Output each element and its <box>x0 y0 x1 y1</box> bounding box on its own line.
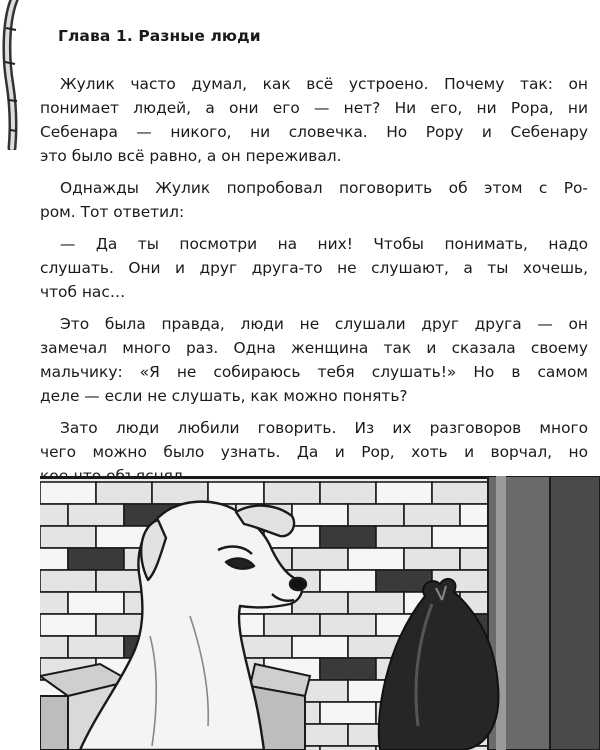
brick <box>68 548 124 570</box>
brick <box>40 482 96 504</box>
chapter-title: Глава 1. Разные люди <box>58 27 261 45</box>
brick <box>40 526 96 548</box>
brick <box>40 504 68 526</box>
text-line: мальчику: «Я не собираюсь тебя слушать!» Но в самом <box>40 363 588 381</box>
text-line: Зато люди любили говорить. Из их разговоров много <box>60 419 588 437</box>
text-line: замечал много раз. Одна женщина так и сказала своему <box>40 339 588 357</box>
brick <box>404 548 460 570</box>
brick <box>320 570 376 592</box>
brick <box>348 592 404 614</box>
chapter-text <box>40 72 588 496</box>
brick <box>320 702 376 724</box>
paragraph-3 <box>40 232 588 304</box>
brick <box>264 614 320 636</box>
text-line: слушать. Они и друг друга-то не слушают, а ты хочешь, <box>40 259 588 277</box>
brick <box>320 482 376 504</box>
brick <box>264 482 320 504</box>
brick <box>320 746 376 750</box>
drainpipe <box>488 476 600 750</box>
brick <box>376 482 432 504</box>
brick <box>432 482 488 504</box>
brick <box>68 592 124 614</box>
dog-illustration <box>40 476 600 750</box>
brick <box>68 504 124 526</box>
text-line: ром. Тот ответил: <box>40 203 185 221</box>
brick <box>292 636 348 658</box>
brick <box>348 504 404 526</box>
text-line: — Да ты посмотри на них! Чтобы понимать, надо <box>60 235 588 253</box>
brick <box>320 614 376 636</box>
text-line: понимает людей, а они его — нет? Ни его, ни Рора, ни <box>40 99 588 117</box>
text-line: это было всё равно, а он переживал. <box>40 147 342 165</box>
brick <box>208 482 264 504</box>
brick <box>40 548 68 570</box>
brick <box>40 636 68 658</box>
text-line: Жулик часто думал, как всё устроено. Почему так: он <box>60 75 588 93</box>
brick <box>40 614 96 636</box>
text-line: чтоб нас… <box>40 283 126 301</box>
brick <box>292 504 348 526</box>
text-line: деле — если не слушать, как можно понять? <box>40 387 408 405</box>
paragraph-1 <box>40 72 588 168</box>
brick <box>432 526 488 548</box>
brick <box>292 548 348 570</box>
text-line: Однажды Жулик попробовал поговорить об этом с Ро- <box>60 179 588 197</box>
brick <box>320 658 376 680</box>
brick <box>348 548 404 570</box>
sausage-decoration <box>0 0 34 150</box>
brick <box>320 526 376 548</box>
brick <box>40 570 96 592</box>
paragraph-2 <box>40 176 588 224</box>
brick <box>68 636 124 658</box>
brick <box>376 526 432 548</box>
text-line: чего можно было узнать. Да и Рор, хоть и ворчал, но <box>40 443 588 461</box>
brick <box>96 482 152 504</box>
brick <box>404 504 460 526</box>
paragraph-4 <box>40 312 588 408</box>
text-line: Себенара — никого, ни словечка. Но Рору и Себенару <box>40 123 588 141</box>
brick <box>40 592 68 614</box>
text-line: Это была правда, люди не слушали друг друга — он <box>60 315 588 333</box>
